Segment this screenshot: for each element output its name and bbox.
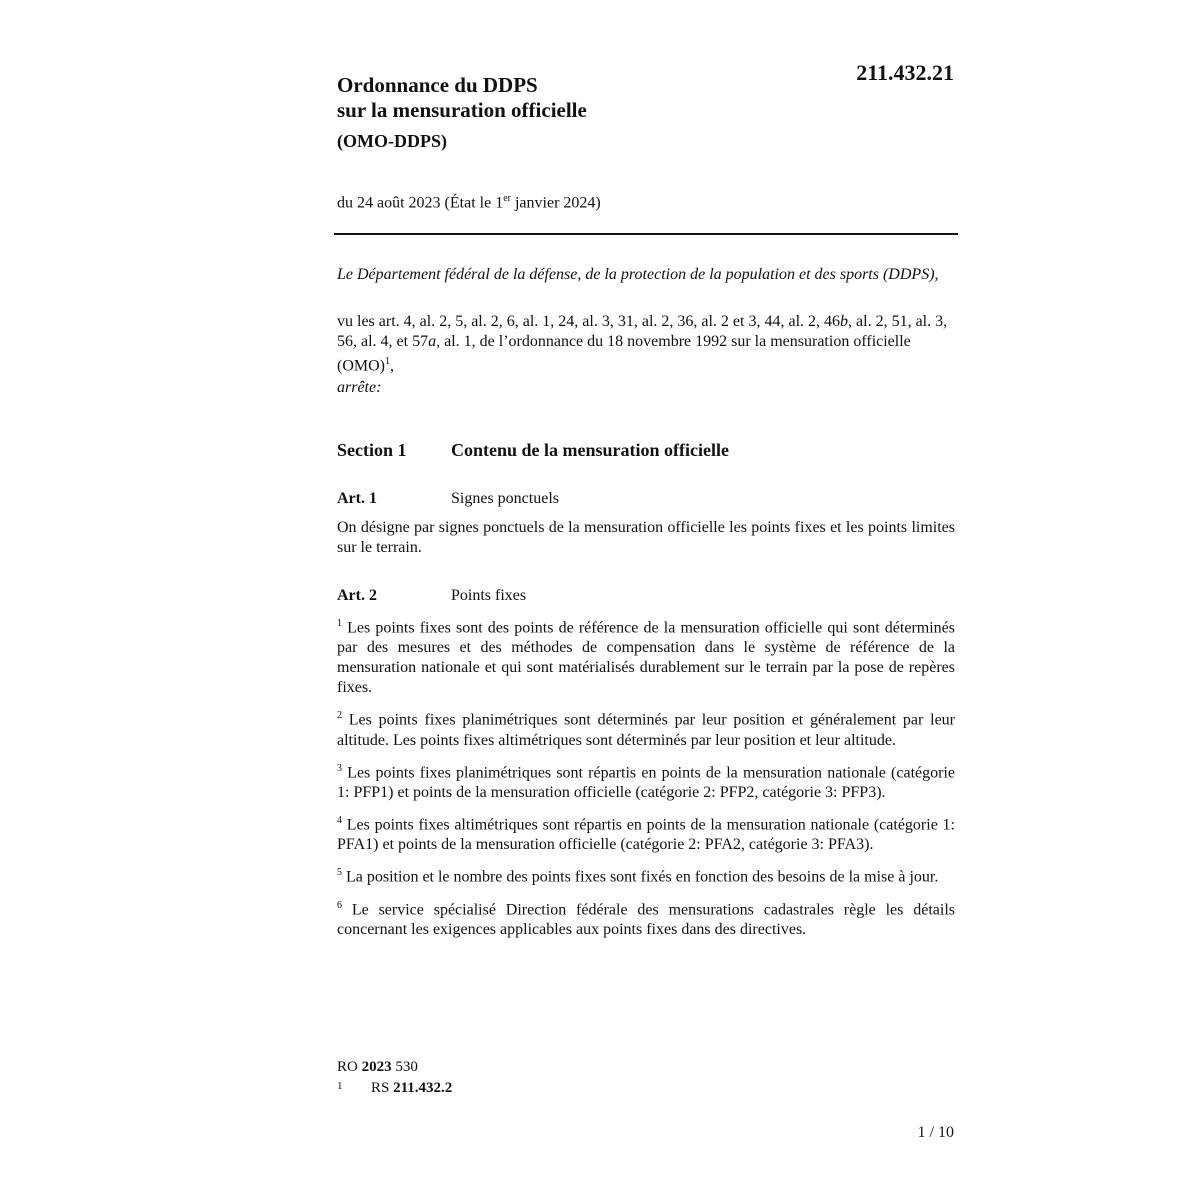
paragraph-text: Le service spécialisé Direction fédérale des mensurations cadastrales règle les détails concernant les exigences applicables aux points fixes dans des directives. <box>337 900 955 938</box>
preamble-department: Le Département fédéral de la défense, de la protection de la population et des sports (DDPS), <box>337 266 939 283</box>
title-line-2: sur la mensuration officielle <box>337 98 587 122</box>
footnote-ro <box>337 1059 418 1076</box>
paragraph-text: La position et le nombre des points fixes sont fixés en fonction des besoins de la mise à jour. <box>342 868 939 886</box>
footnote-ref-1[interactable]: 1 <box>385 356 390 367</box>
document-date <box>337 193 601 212</box>
article-2-number: Art. 2 <box>337 587 377 604</box>
paragraph-number: 5 <box>337 867 342 879</box>
section-heading <box>337 440 729 461</box>
paragraph-text: Les points fixes sont des points de référence de la mensuration officielle qui sont déterminés par des mesures et des méthodes de compensation dans le système de référence de la mensuration nationale et qui sont matérialisés durablement sur le terrain par la pose de repères fixes. <box>337 619 955 697</box>
legal-basis-text-1: vu les art. 4, al. 2, 5, al. 2, 6, al. 1, 24, al. 3, 31, al. 2, 36, al. 2 et 3, 44, al. 2, 46 <box>337 313 841 330</box>
footnote-1-ref[interactable]: 211.432.2 <box>393 1080 453 1096</box>
legal-basis-text-3: , al. 1, de l’ordonnance du 18 novembre 1992 sur la mensuration officielle (OMO) <box>337 333 911 375</box>
paragraph-text: Les points fixes planimétriques sont déterminés par leur position et généralement par leur altitude. Les points fixes altimétriques sont déterminés par leur position et leur altitude. <box>337 711 955 749</box>
ro-page: 530 <box>391 1059 418 1075</box>
section-number: Section 1 <box>337 440 407 460</box>
article-1-title: Signes ponctuels <box>451 490 559 507</box>
footnote-1-mark: 1 <box>337 1080 343 1092</box>
paragraph-text: Les points fixes planimétriques sont répartis en points de la mensuration nationale (catégorie 1: PFP1) et points de la mensuration officielle (catégorie 2: PFP2, catégorie 3: PFP3). <box>337 763 955 801</box>
ro-prefix: RO <box>337 1059 362 1075</box>
document-number: 211.432.21 <box>856 60 954 85</box>
article-2-paragraph-5 <box>337 863 955 887</box>
article-1-heading <box>337 490 559 508</box>
preamble-legal-basis <box>337 312 955 376</box>
paragraph-number: 3 <box>337 762 342 774</box>
article-2-paragraph-6 <box>337 896 955 940</box>
date-superscript: er <box>503 193 511 204</box>
ro-year: 2023 <box>361 1059 392 1075</box>
paragraph-number: 4 <box>337 814 342 826</box>
article-2-paragraph-3 <box>337 759 955 803</box>
date-suffix: janvier 2024) <box>510 194 601 212</box>
legal-basis-letter-a: a <box>428 333 437 350</box>
paragraph-number: 2 <box>337 710 342 722</box>
article-2-paragraph-1 <box>337 614 955 698</box>
article-1-text: On désigne par signes ponctuels de la mensuration officielle les points fixes et les points limites sur le terrain. <box>337 519 955 556</box>
title-line-1: Ordonnance du DDPS <box>337 73 538 97</box>
article-2-paragraph-2 <box>337 706 955 750</box>
section-title: Contenu de la mensuration officielle <box>451 440 729 460</box>
article-2-body <box>337 614 955 948</box>
paragraph-number: 1 <box>337 618 342 629</box>
legal-basis-letter-b: b <box>840 313 849 330</box>
header-divider <box>334 233 958 235</box>
title-abbreviation: (OMO-DDPS) <box>337 131 447 151</box>
legal-basis-comma: , <box>390 357 394 375</box>
preamble-decree: arrête: <box>337 379 382 396</box>
article-2-paragraph-4 <box>337 811 955 855</box>
document-title <box>337 73 797 154</box>
legal-basis-text-2: , al. 2, 51, al. 3, 56, al. 4, et 57 <box>337 313 948 350</box>
article-2-title: Points fixes <box>451 587 527 604</box>
paragraph-text: Les points fixes altimétriques sont répartis en points de la mensuration nationale (catégorie 1: PFA1) et points de la mensuration officielle (catégorie 2: PFA2, catégorie 3: PFA3). <box>337 816 955 854</box>
date-prefix: du 24 août 2023 (État le 1 <box>337 194 504 212</box>
footnote-1-prefix: RS <box>371 1080 394 1096</box>
article-2-heading <box>337 587 526 605</box>
article-1-number: Art. 1 <box>337 490 377 507</box>
page-number: 1 / 10 <box>917 1124 954 1141</box>
footnote-1 <box>337 1080 452 1097</box>
paragraph-number: 6 <box>337 899 342 911</box>
